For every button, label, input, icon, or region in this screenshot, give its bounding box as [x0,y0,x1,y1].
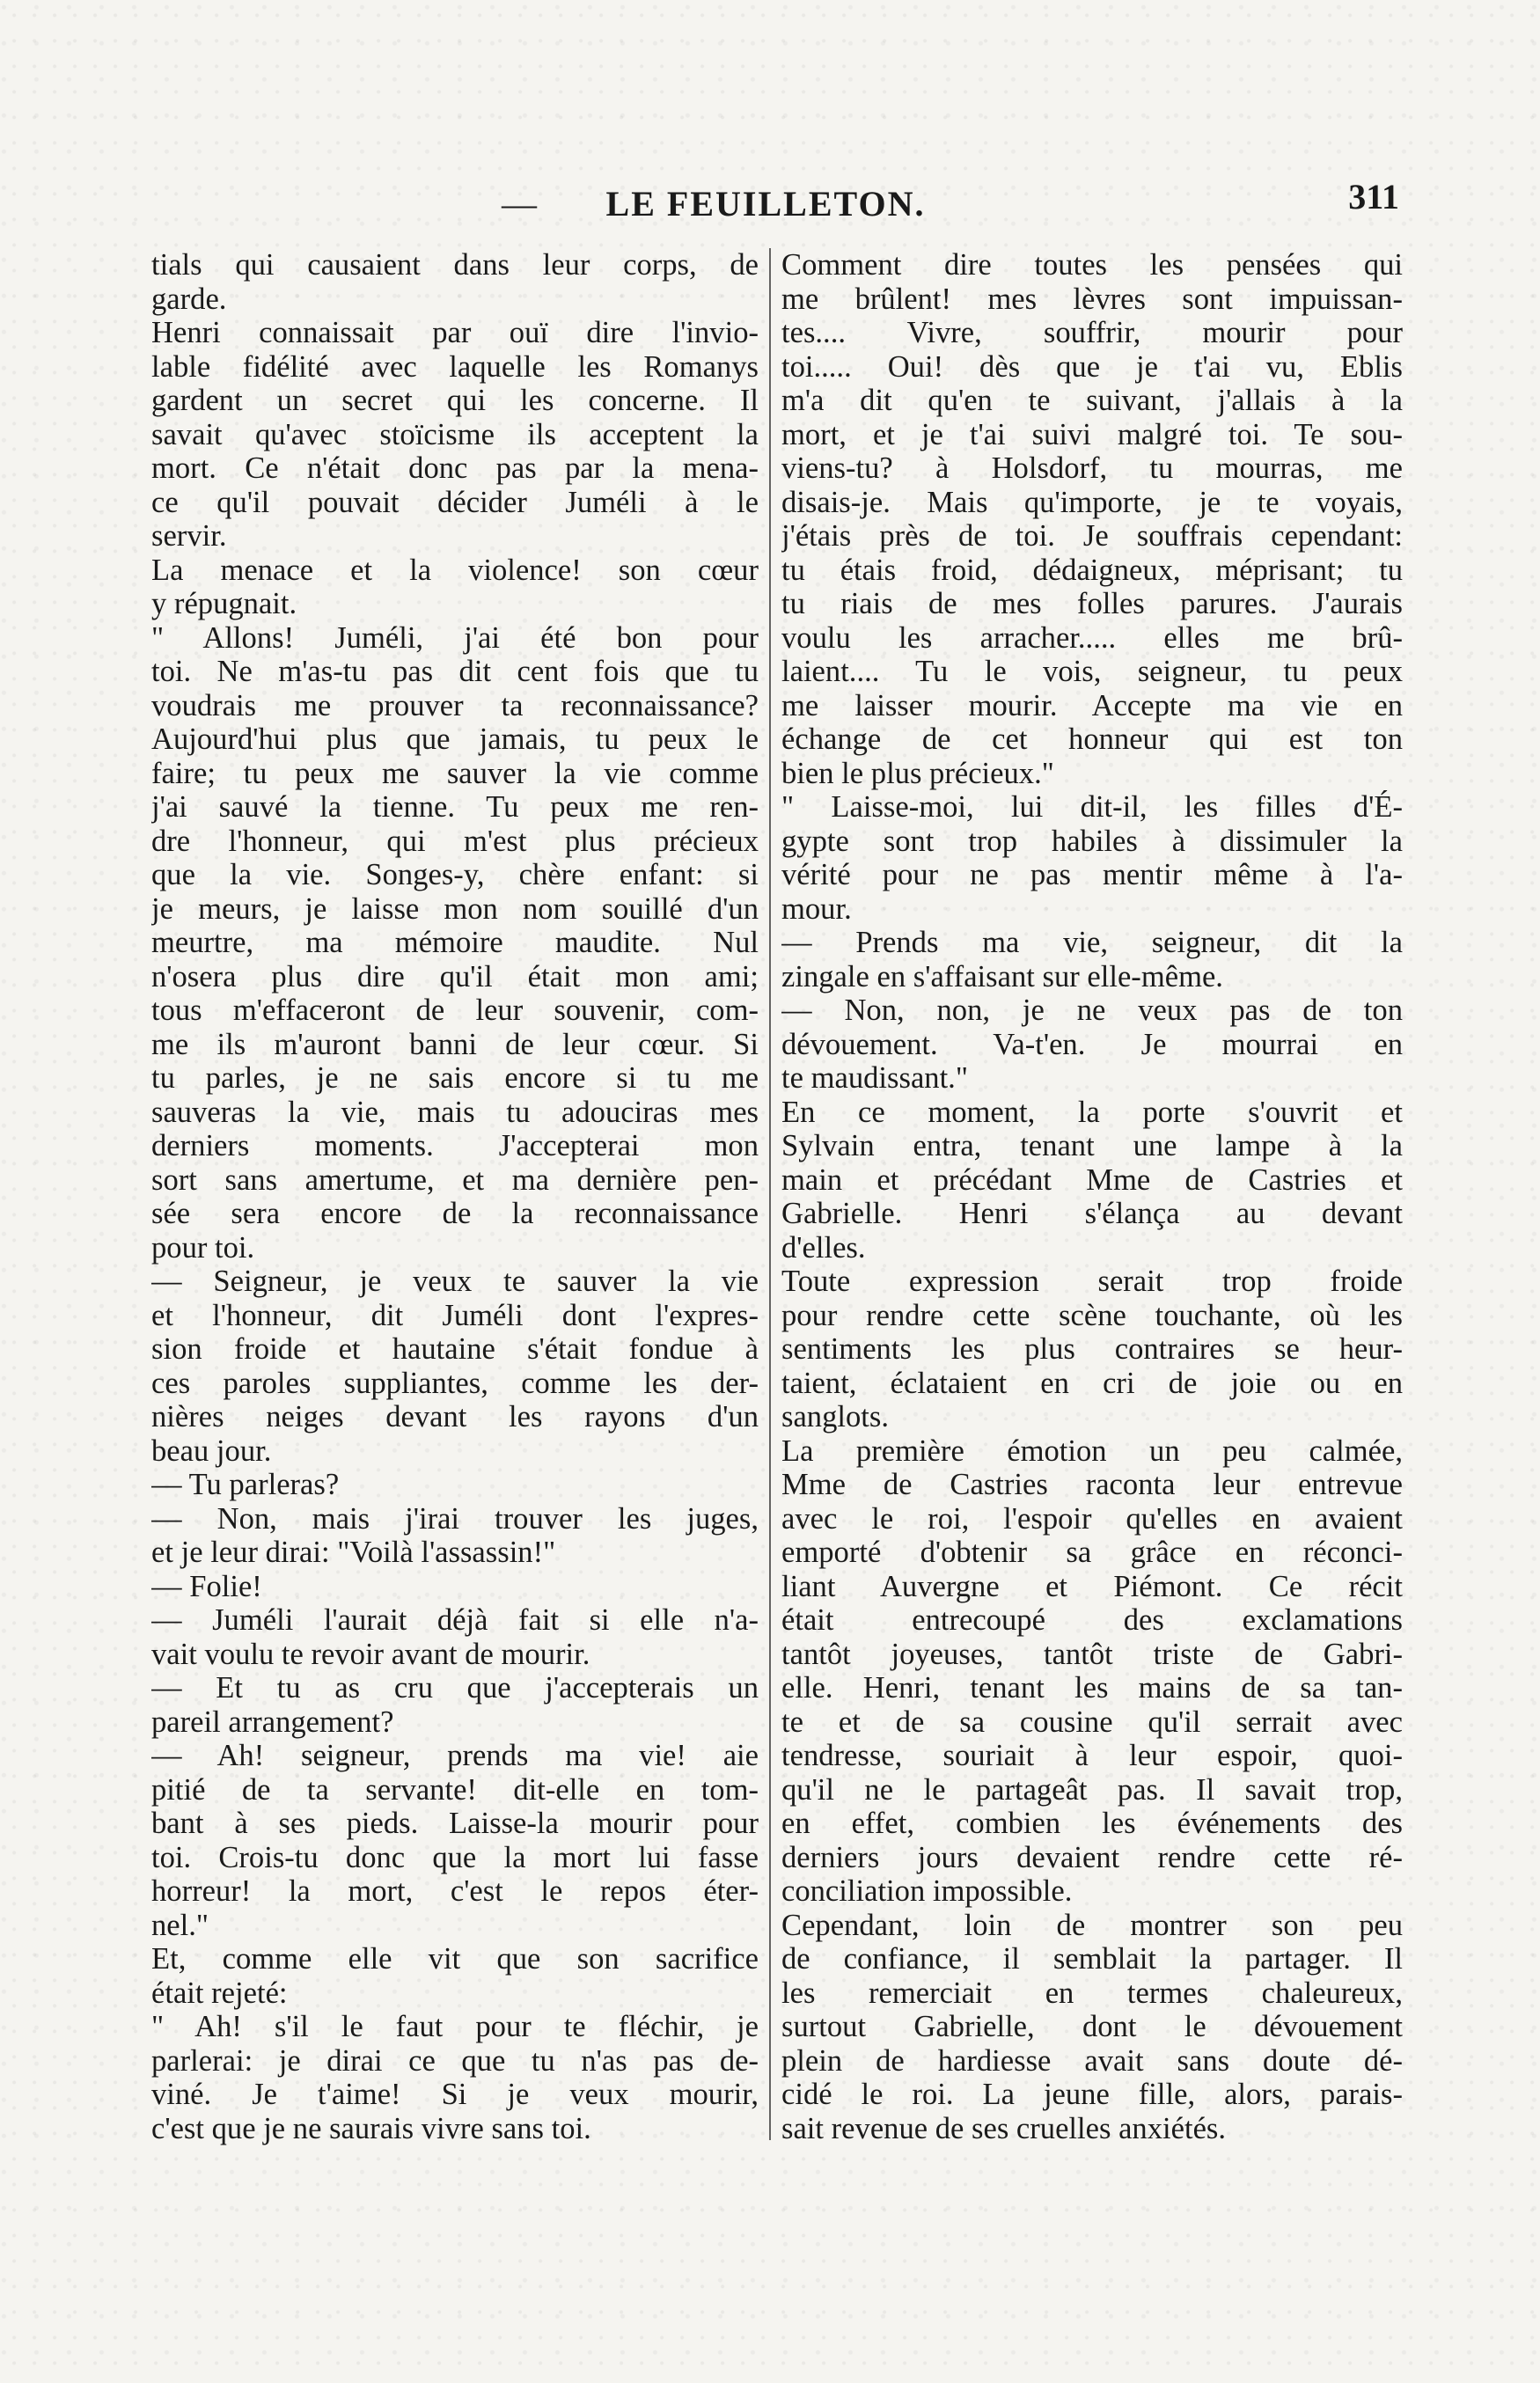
text-line: pareil arrangement? [151,1705,394,1739]
text-line: y répugnait. [151,587,297,620]
text-line: j'étais près de toi. Je souffrais cependant: [781,519,1403,553]
text-line: et je leur dirai: "Voilà l'assassin!" [151,1536,556,1569]
text-line: sion froide et hautaine s'était fondue à [151,1332,759,1366]
text-line: main et précédant Mme de Castries et [781,1162,1403,1197]
text-line: liant Auvergne et Piémont. Ce récit [781,1569,1403,1603]
text-line: La menace et la violence! son cœur [151,553,759,587]
text-line: conciliation impossible. [781,1874,1073,1908]
text-line: gypte sont trop habiles à dissimuler la [781,824,1403,858]
text-line: sort sans amertume, et ma dernière pen- [151,1162,759,1197]
text-line: garde. [151,282,227,316]
text-line: zingale en s'affaisant sur elle-même. [781,959,1223,994]
text-line: qu'il ne le partageât pas. Il savait trop, [781,1772,1403,1807]
text-line: " Allons! Juméli, j'ai été bon pour [151,620,759,655]
text-line: ces paroles suppliantes, comme les der- [151,1366,759,1400]
text-line: — Non, mais j'irai trouver les juges, [151,1501,759,1536]
text-line: pitié de ta servante! dit-elle en tom- [151,1772,759,1807]
text-line: — Tu parleras? [151,1468,340,1501]
text-line: les remerciait en termes chaleureux, [781,1976,1403,2010]
text-line: mort, et je t'ai suivi malgré toi. Te sou- [781,417,1403,451]
right-column [781,248,1403,2145]
text-line: gardent un secret qui les concerne. Il [151,384,759,417]
text-line: derniers jours devaient rendre cette ré- [781,1840,1403,1874]
text-line: " Ah! s'il le faut pour te fléchir, je [151,2010,759,2043]
text-line: sanglots. [781,1400,889,1433]
text-line: de confiance, il semblait la partager. Il [781,1942,1403,1976]
text-line: tu étais froid, dédaigneux, méprisant; tu [781,553,1403,587]
text-line: laient.... Tu le vois, seigneur, tu peux [781,655,1403,688]
text-line: elle. Henri, tenant les mains de sa tan- [781,1671,1403,1705]
text-line: tials qui causaient dans leur corps, de [151,248,759,282]
page-title: LE FEUILLETON. [605,184,926,224]
text-line: tendresse, souriait à leur espoir, quoi- [781,1739,1403,1772]
text-line: Henri connaissait par ouï dire l'invio- [151,316,759,349]
text-line: dévouement. Va-t'en. Je mourrai en [781,1027,1403,1061]
text-line: c'est que je ne saurais vivre sans toi. [151,2111,591,2145]
left-column [151,248,759,2145]
text-line: te et de sa cousine qu'il serrait avec [781,1705,1403,1739]
text-line: cidé le roi. La jeune fille, alors, parais- [781,2078,1403,2111]
text-line: faire; tu peux me sauver la vie comme [151,756,759,790]
text-line: toi..... Oui! dès que je t'ai vu, Eblis [781,349,1403,384]
text-line: nel." [151,1908,209,1942]
text-line: sait revenue de ses cruelles anxiétés. [781,2111,1227,2145]
column-divider [769,248,771,2140]
text-line: ce qu'il pouvait décider Juméli à le [151,485,759,519]
text-line: horreur! la mort, c'est le repos éter- [151,1874,759,1908]
text-line: pour rendre cette scène touchante, où les [781,1298,1403,1332]
text-line: pour toi. [151,1230,255,1265]
text-line: dre l'honneur, qui m'est plus précieux [151,824,759,858]
text-line: voudrais me prouver ta reconnaissance? [151,688,759,722]
text-line: tes.... Vivre, souffrir, mourir pour [781,316,1403,349]
text-line: en effet, combien les événements des [781,1807,1403,1840]
text-line: Aujourd'hui plus que jamais, tu peux le [151,722,759,756]
text-line: sauveras la vie, mais tu adouciras mes [151,1095,759,1129]
text-line: lable fidélité avec laquelle les Romanys [151,349,759,384]
text-line: m'a dit qu'en te suivant, j'allais à la [781,384,1403,417]
text-line: et l'honneur, dit Juméli dont l'expres- [151,1298,759,1332]
text-line: surtout Gabrielle, dont le dévouement [781,2010,1403,2043]
text-line: vérité pour ne pas mentir même à l'a- [781,858,1403,891]
text-line: vait voulu te revoir avant de mourir. [151,1637,590,1671]
text-line: derniers moments. J'accepterai mon [151,1129,759,1162]
text-line: sentiments les plus contraires se heur- [781,1332,1403,1366]
text-line: bien le plus précieux." [781,756,1054,790]
text-line: voulu les arracher..... elles me brû- [781,620,1403,655]
text-line: plein de hardiesse avait sans doute dé- [781,2043,1403,2078]
text-line: — Seigneur, je veux te sauver la vie [151,1265,759,1298]
text-line: toi. Ne m'as-tu pas dit cent fois que tu [151,655,759,688]
text-line: — Folie! [151,1569,262,1603]
text-line: — Juméli l'aurait déjà fait si elle n'a- [151,1603,759,1637]
text-line: Comment dire toutes les pensées qui [781,248,1403,282]
text-line: parlerai: je dirai ce que tu n'as pas de- [151,2043,759,2078]
text-line: mort. Ce n'était donc pas par la mena- [151,451,759,485]
text-line: meurtre, ma mémoire maudite. Nul [151,926,759,959]
text-line: je meurs, je laisse mon nom souillé d'un [151,891,759,926]
text-line: Mme de Castries raconta leur entrevue [781,1468,1403,1501]
text-line: — Non, non, je ne veux pas de ton [781,994,1403,1027]
text-line: disais-je. Mais qu'importe, je te voyais, [781,485,1403,519]
text-line: taient, éclataient en cri de joie ou en [781,1366,1403,1400]
text-line: te maudissant." [781,1061,968,1095]
page-header [132,176,1399,229]
text-line: tu riais de mes folles parures. J'aurais [781,587,1403,620]
text-line: Cependant, loin de montrer son peu [781,1908,1403,1942]
text-line: me ils m'auront banni de leur cœur. Si [151,1027,759,1061]
text-line: nières neiges devant les rayons d'un [151,1400,759,1433]
text-line: " Laisse-moi, lui dit-il, les filles d'É- [781,790,1403,824]
text-line: sée sera encore de la reconnaissance [151,1197,759,1230]
text-line: tous m'effaceront de leur souvenir, com- [151,994,759,1027]
text-line: tu parles, je ne sais encore si tu me [151,1061,759,1095]
text-line: La première émotion un peu calmée, [781,1433,1403,1468]
text-line: était rejeté: [151,1976,288,2010]
text-line: — Ah! seigneur, prends ma vie! aie [151,1739,759,1772]
text-line: emporté d'obtenir sa grâce en réconci- [781,1536,1403,1569]
text-line: me brûlent! mes lèvres sont impuissan- [781,282,1403,316]
text-line: n'osera plus dire qu'il était mon ami; [151,959,759,994]
text-line: Toute expression serait trop froide [781,1265,1403,1298]
text-line: beau jour. [151,1433,272,1468]
text-line: mour. [781,891,852,926]
text-line: — Prends ma vie, seigneur, dit la [781,926,1403,959]
text-line: Sylvain entra, tenant une lampe à la [781,1129,1403,1162]
text-line: avec le roi, l'espoir qu'elles en avaient [781,1501,1403,1536]
text-line: servir. [151,519,227,553]
text-line: que la vie. Songes-y, chère enfant: si [151,858,759,891]
text-line: En ce moment, la porte s'ouvrit et [781,1095,1403,1129]
text-line: viens-tu? à Holsdorf, tu mourras, me [781,451,1403,485]
text-line: tantôt joyeuses, tantôt triste de Gabri- [781,1637,1403,1671]
text-line: était entrecoupé des exclamations [781,1603,1403,1637]
text-line: échange de cet honneur qui est ton [781,722,1403,756]
text-line: d'elles. [781,1230,866,1265]
text-line: viné. Je t'aime! Si je veux mourir, [151,2078,759,2111]
page-number: 311 [1348,177,1399,216]
text-line: toi. Crois-tu donc que la mort lui fasse [151,1840,759,1874]
text-line: savait qu'avec stoïcisme ils acceptent la [151,417,759,451]
text-line: j'ai sauvé la tienne. Tu peux me ren- [151,790,759,824]
text-line: Gabrielle. Henri s'élança au devant [781,1197,1403,1230]
text-line: — Et tu as cru que j'accepterais un [151,1671,759,1705]
text-line: Et, comme elle vit que son sacrifice [151,1942,759,1976]
text-line: me laisser mourir. Accepte ma vie en [781,688,1403,722]
text-line: bant à ses pieds. Laisse-la mourir pour [151,1807,759,1840]
header-dash: — [502,184,537,224]
